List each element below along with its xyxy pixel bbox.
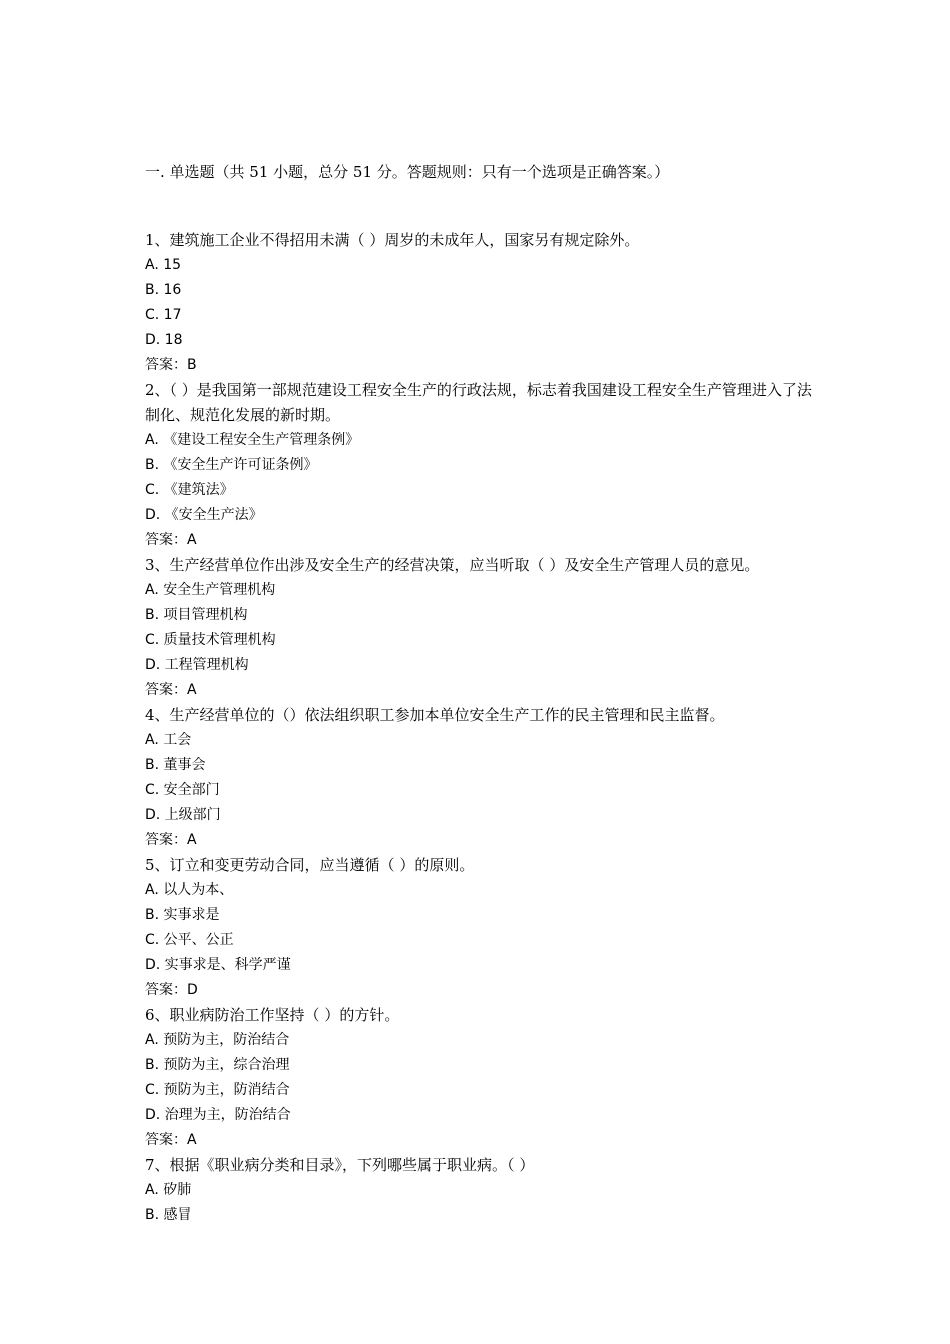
answer-option: A. 矽肺 xyxy=(145,1182,192,1198)
question-stem: 1、建筑施工企业不得招用未满（ ）周岁的未成年人，国家另有规定除外。 xyxy=(145,231,640,249)
answer-option: D. 治理为主，防治结合 xyxy=(145,1107,291,1123)
question-block xyxy=(145,703,815,853)
answer-option: D. 18 xyxy=(145,332,183,348)
answer-option: B. 预防为主，综合治理 xyxy=(145,1057,290,1073)
answer-option: C. 《建筑法》 xyxy=(145,482,234,498)
question-stem: 5、订立和变更劳动合同，应当遵循（ ）的原则。 xyxy=(145,856,475,874)
question-list xyxy=(145,228,815,1228)
answer-option: B. 感冒 xyxy=(145,1207,192,1223)
question-block xyxy=(145,378,815,553)
answer-key: 答案：D xyxy=(145,982,198,998)
answer-option: C. 17 xyxy=(145,307,182,323)
question-block xyxy=(145,553,815,703)
answer-option: A. 15 xyxy=(145,257,182,273)
answer-option: C. 预防为主，防消结合 xyxy=(145,1082,290,1098)
answer-option: C. 公平、公正 xyxy=(145,932,234,948)
question-stem: 6、职业病防治工作坚持（ ）的方针。 xyxy=(145,1006,400,1024)
answer-option: C. 安全部门 xyxy=(145,782,220,798)
document-page xyxy=(145,160,815,1228)
question-stem: 2、（ ）是我国第一部规范建设工程安全生产的行政法规，标志着我国建设工程安全生产管理进入了法制化、规范化发展的新时期。 xyxy=(145,381,812,424)
section-title: 一. 单选题（共 51 小题，总分 51 分。答题规则：只有一个选项是正确答案。） xyxy=(145,163,670,181)
answer-option: D. 实事求是、科学严谨 xyxy=(145,957,291,973)
question-block xyxy=(145,1153,815,1228)
answer-key: 答案：A xyxy=(145,1132,197,1148)
answer-option: D. 《安全生产法》 xyxy=(145,507,263,523)
answer-option: A. 《建设工程安全生产管理条例》 xyxy=(145,432,360,448)
answer-option: A. 安全生产管理机构 xyxy=(145,582,276,598)
answer-key: 答案：A xyxy=(145,682,197,698)
question-stem: 3、生产经营单位作出涉及安全生产的经营决策，应当听取（ ）及安全生产管理人员的意见。 xyxy=(145,556,760,574)
answer-option: D. 工程管理机构 xyxy=(145,657,249,673)
question-block xyxy=(145,228,815,378)
question-block xyxy=(145,1003,815,1153)
answer-option: B. 项目管理机构 xyxy=(145,607,248,623)
answer-option: D. 上级部门 xyxy=(145,807,221,823)
question-block xyxy=(145,853,815,1003)
question-stem: 7、根据《职业病分类和目录》，下列哪些属于职业病。（ ） xyxy=(145,1156,535,1174)
answer-option: B. 16 xyxy=(145,282,182,298)
answer-key: 答案：A xyxy=(145,832,197,848)
answer-option: B. 《安全生产许可证条例》 xyxy=(145,457,318,473)
question-stem: 4、生产经营单位的（）依法组织职工参加本单位安全生产工作的民主管理和民主监督。 xyxy=(145,706,725,724)
answer-option: A. 工会 xyxy=(145,732,192,748)
answer-option: B. 实事求是 xyxy=(145,907,220,923)
answer-option: A. 以人为本、 xyxy=(145,882,234,898)
answer-option: A. 预防为主，防治结合 xyxy=(145,1032,290,1048)
answer-option: C. 质量技术管理机构 xyxy=(145,632,276,648)
answer-key: 答案：A xyxy=(145,532,197,548)
answer-key: 答案：B xyxy=(145,357,197,373)
answer-option: B. 董事会 xyxy=(145,757,206,773)
